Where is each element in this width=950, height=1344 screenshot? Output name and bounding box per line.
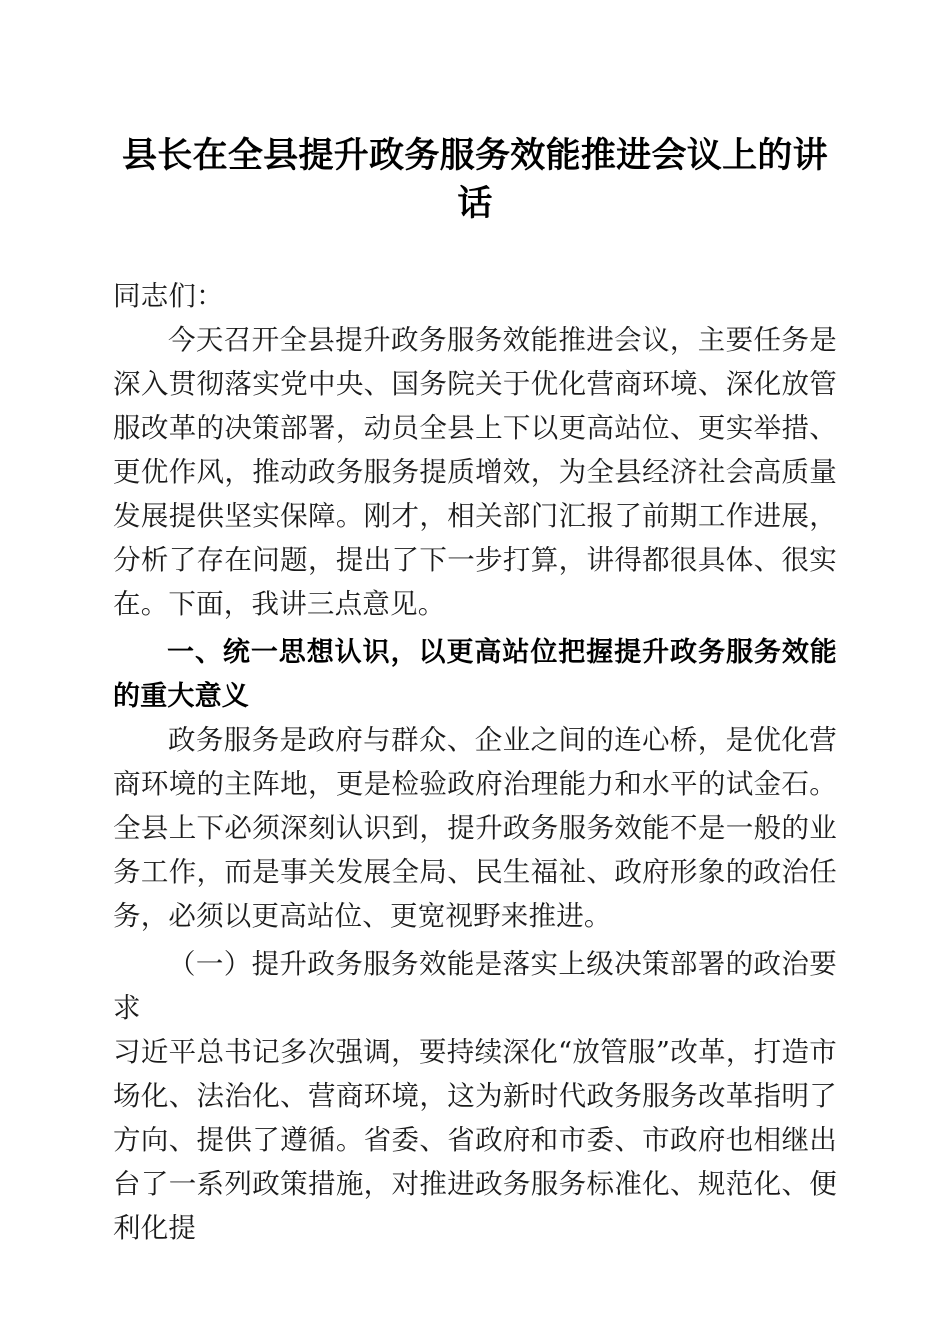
subsection-one-title: （一）提升政务服务效能是落实上级决策部署的政治要求	[113, 948, 837, 1024]
subsection-one-body-paragraph: 习近平总书记多次强调，要持续深化“放管服”改革，打造市场化、法治化、营商环境，这为新时代政务服务改革指明了方向、提供了遵循。省委、省政府和市委、市政府也相继出台了一系列政策措施，对推进政务服务标准化、规范化、便利化提	[113, 1036, 837, 1244]
title-spacer	[113, 228, 837, 274]
opening-paragraph: 今天召开全县提升政务服务效能推进会议，主要任务是深入贯彻落实党中央、国务院关于优化营商环境、深化放管服改革的决策部署，动员全县上下以更高站位、更实举措、更优作风，推动政务服务提质增效，为全县经济社会高质量发展提供坚实保障。刚才，相关部门汇报了前期工作进展，分析了存在问题，提出了下一步打算，讲得都很具体、很实在。下面，我讲三点意见。	[113, 324, 837, 620]
section-one-body-paragraph: 政务服务是政府与群众、企业之间的连心桥，是优化营商环境的主阵地，更是检验政府治理能力和水平的试金石。全县上下必须深刻认识到，提升政务服务效能不是一般的业务工作，而是事关发展全局、民生福祉、政府形象的政治任务，必须以更高站位、更宽视野来推进。	[113, 724, 837, 932]
document-content-column	[113, 0, 837, 1250]
section-heading-one: 一、统一思想认识，以更高站位把握提升政务服务效能的重大意义	[113, 637, 837, 711]
page-title: 县长在全县提升政务服务效能推进会议上的讲话	[121, 136, 828, 223]
salutation: 同志们：	[113, 280, 224, 312]
